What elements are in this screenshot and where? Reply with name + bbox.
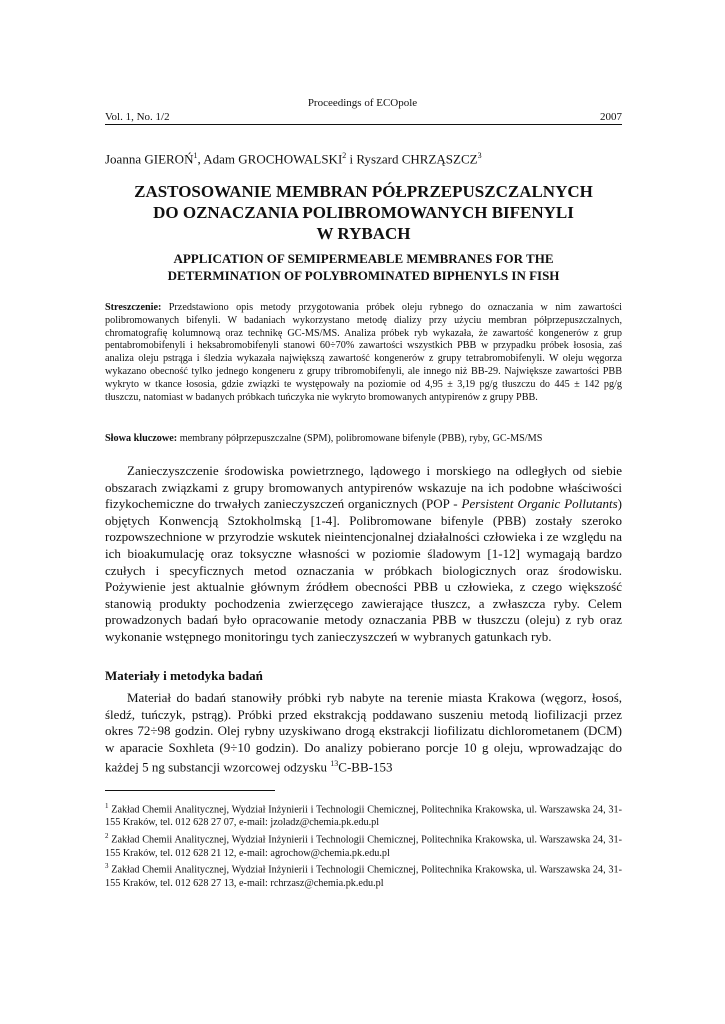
keywords-label: Słowa kluczowe: <box>105 433 178 444</box>
keywords <box>105 432 622 445</box>
author-3-affiliation: 3 <box>477 151 482 160</box>
title-polish-line-1: ZASTOSOWANIE MEMBRAN PÓŁPRZEPUSZCZALNYCH <box>134 182 593 201</box>
abstract-label: Streszczenie: <box>105 302 162 313</box>
journal-name: Proceedings of ECOpole <box>307 97 418 109</box>
footnote-text: Zakład Chemii Analitycznej, Wydział Inżynierii i Technologii Chemicznej, Politechnika Krakowska, ul. Warszawska 24, 31-155 Kraków, tel. 012 628 27 07, e-mail: jzoladz@chemia.pk.edu.pl <box>105 804 622 829</box>
footnote-3 <box>105 860 622 890</box>
title-english <box>105 250 622 284</box>
methods-paragraph <box>105 690 622 776</box>
title-polish-line-2: DO OZNACZANIA POLIBROMOWANYCH BIFENYLI <box>153 203 574 222</box>
footnote-number: 1 <box>105 802 109 810</box>
abstract-text: Przedstawiono opis metody przygotowania próbek oleju rybnego do oznaczania w nim zawartości polibromowanych bifenyli. W badaniach wykorzystano metodę dializy przy użyciu membran półprzepuszczalnych, chromatografię kolumnową oraz technikę GC-MS/MS. Analiza próbek ryb wykazała, że zawartość kongenerów z grup pentabromobifenyli i heksabromobifenyli stanowi 60÷70% zawartości wszystkich PBB w przypadku próbek łososia, zaś analiza oleju pstrąga i śledzia wykazała największą zawartość kongenerów z grupy tetrabromobifenyli. W oleju węgorza wykazano obecność tylko jednego kongeneru z grupy tribromobifenyli, ale innego niż BB-29. Największe zawartości PBB wykryto w tkance łososia, gdzie związki te występowały na poziomie od 4,95 ± 3,19 pg/g tłuszczu do 445 ± 142 pg/g tłuszczu, natomiast w badanych próbkach tuńczyka nie wykryto bromowanych antypirenów z grupy PBB. <box>105 302 622 403</box>
volume-info: Vol. 1, No. 1/2 <box>105 111 170 123</box>
isotope-superscript: 13 <box>330 759 339 769</box>
title-polish <box>105 181 622 244</box>
author-2-affiliation: 2 <box>342 151 347 160</box>
author-1: Joanna GIEROŃ <box>105 151 194 167</box>
intro-text-1: Zanieczyszczenie środowiska powietrznego, lądowego i morskiego na odległych od siebie obszarach związkami z grupy bromowanych antypirenów wskazuje na ich podobne właściwości fizykochemiczne do trwałych zanieczyszczeń organicznych (POP - <box>105 463 622 512</box>
keywords-text: membrany półprzepuszczalne (SPM), polibromowane bifenyle (PBB), ryby, GC-MS/MS <box>177 433 543 444</box>
methods-text: Materiał do badań stanowiły próbki ryb nabyte na terenie miasta Krakowa (węgorz, łosoś, śledź, tuńczyk, pstrąg). Próbki przed ekstrakcją poddawano suszeniu metodą liofilizacji przez okres 72÷98 godzin. Olej rybny uzyskiwano drogą ekstrakcji liofilizatu dichlorometanem (DCM) w aparacie Soxhleta (9÷10 godzin). Do analizy pobierano porcje 10 g oleju, wprowadzając do każdej 5 ng substancji wzorcowej odzysku <box>105 690 622 775</box>
author-1-affiliation: 1 <box>193 151 198 160</box>
footnote-text: Zakład Chemii Analitycznej, Wydział Inżynierii i Technologii Chemicznej, Politechnika Krakowska, ul. Warszawska 24, 31-155 Kraków, tel. 012 628 27 13, e-mail: rchrzasz@chemia.pk.edu.pl <box>105 864 622 889</box>
section-heading-methods: Materiały i metodyka badań <box>105 668 263 683</box>
title-english-line-1: APPLICATION OF SEMIPERMEABLE MEMBRANES FOR THE <box>173 251 554 266</box>
methods-text-tail: C-BB-153 <box>338 759 393 775</box>
footnote-1 <box>105 800 622 830</box>
intro-italic-term: Persistent Organic Pollutants <box>461 496 618 512</box>
running-header <box>105 111 622 125</box>
title-polish-line-3: W RYBACH <box>316 224 411 243</box>
footnotes <box>105 800 622 891</box>
footnote-text: Zakład Chemii Analitycznej, Wydział Inżynierii i Technologii Chemicznej, Politechnika Krakowska, ul. Warszawska 24, 31-155 Kraków, tel. 012 628 21 12, e-mail: agrochow@chemia.pk.edu.pl <box>105 834 622 859</box>
abstract <box>105 302 622 404</box>
author-2: , Adam GROCHOWALSKI <box>197 151 343 167</box>
title-english-line-2: DETERMINATION OF POLYBROMINATED BIPHENYLS IN FISH <box>167 268 560 283</box>
footnote-2 <box>105 830 622 860</box>
introduction-paragraph <box>105 463 622 646</box>
author-3: i Ryszard CHRZĄSZCZ <box>346 151 478 167</box>
footnote-divider <box>105 790 275 791</box>
year: 2007 <box>600 111 622 123</box>
footnote-number: 3 <box>105 862 109 871</box>
footnote-number: 2 <box>105 832 109 841</box>
intro-text-2: ) objętych Konwencją Sztokholmską [1-4]. Polibromowane bifenyle (PBB) zostały szeroko rozpowszechnione w przyrodzie wskutek nieintencjonalnej działalności człowieka i ze względu na ich bioakumulację oraz toksyczne własności w poziomie śladowym [1-12] wymagają bardzo czułych i specyficznych metod oznaczania w próbkach biologicznych oraz środowisku. Pożywienie jest aktualnie głównym źródłem obecności PBB u człowieka, z czego większość stanowią produkty pochodzenia zwierzęcego zawierające tłuszcz, a zwłaszcza ryby. Celem prowadzonych badań było opracowanie metody oznaczania PBB w tłuszczu (oleju) z ryb oraz wykonanie wstępnego monitoringu tych zanieczyszczeń w wybranych gatunkach ryb. <box>105 496 622 644</box>
author-list <box>105 151 622 167</box>
